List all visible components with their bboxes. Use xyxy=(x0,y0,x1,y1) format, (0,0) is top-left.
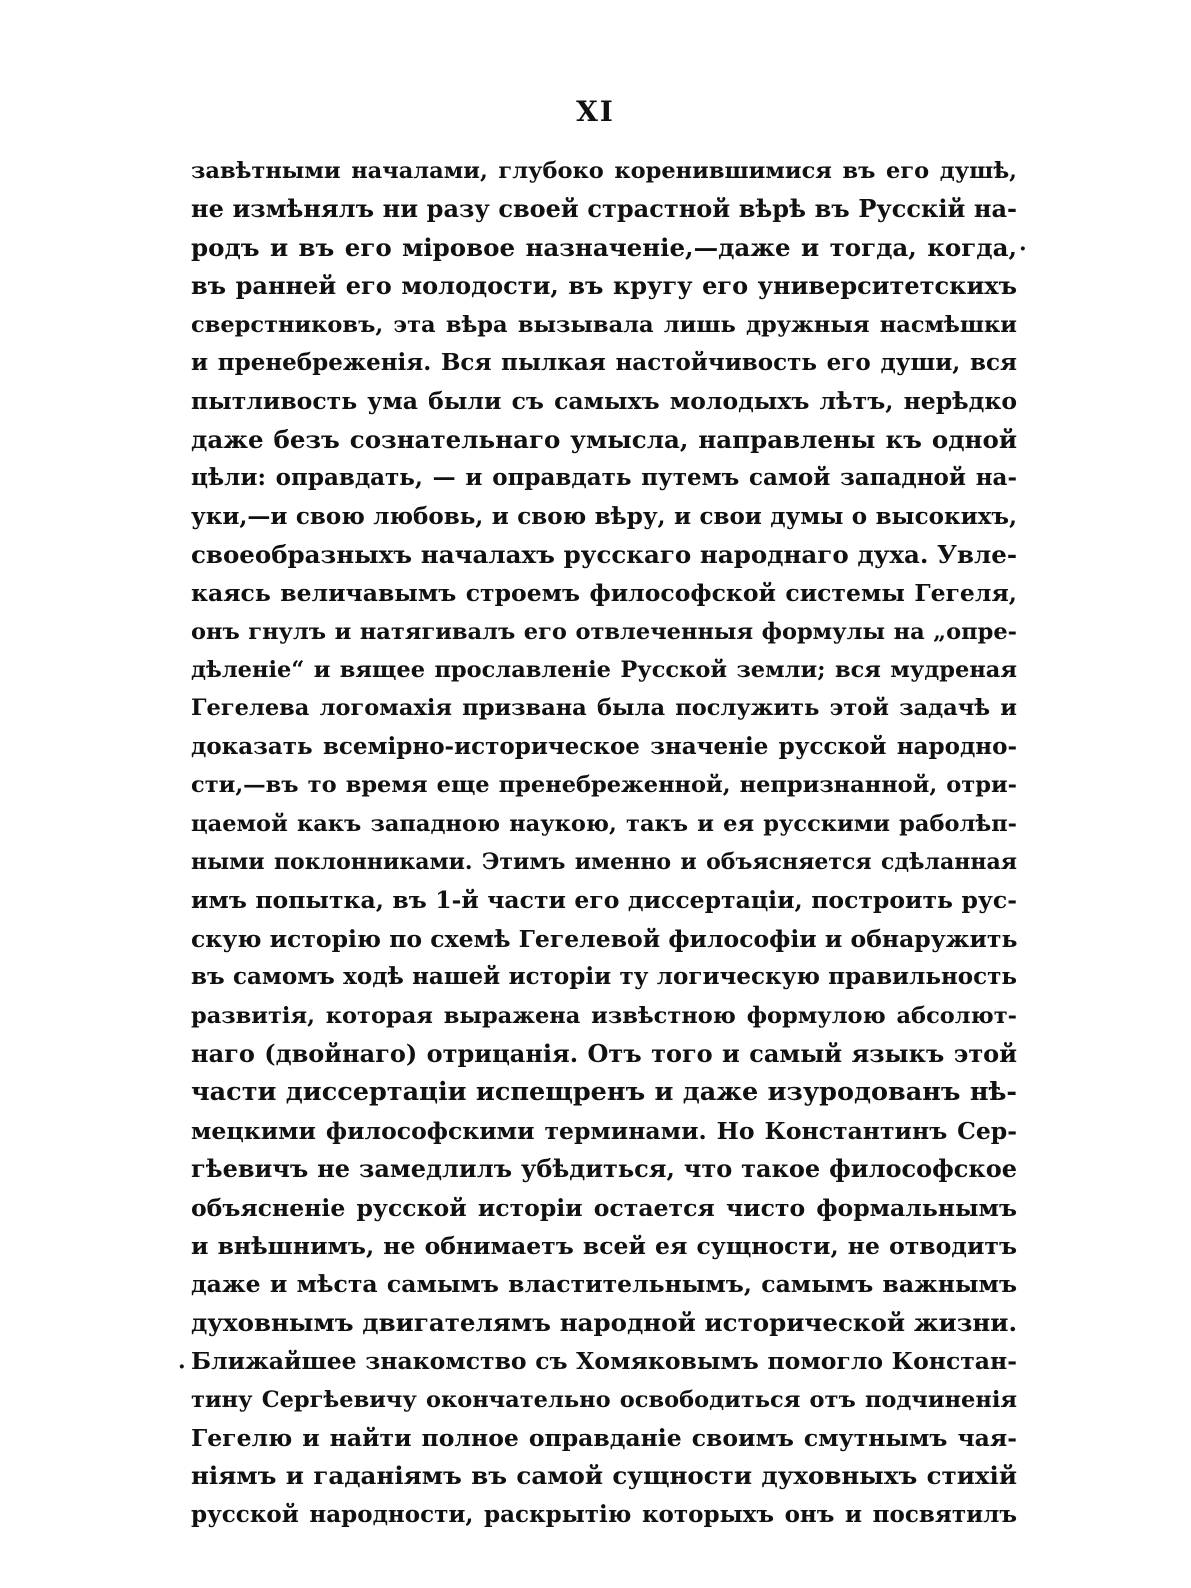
text-line: объясненіе русской исторіи остается чисто формальнымъ xyxy=(191,1193,1017,1222)
text-line: духовнымъ двигателямъ народной исторической жизни. xyxy=(191,1307,1017,1337)
text-line: гѣевичъ не замедлилъ убѣдиться, что такое философское xyxy=(191,1154,1017,1184)
text-line: доказать всемірно-историческое значеніе русской народно- xyxy=(191,732,1017,760)
page-number: XI xyxy=(576,95,615,128)
text-line: онъ гнулъ и натягивалъ его отвлеченныя формулы на „опре- xyxy=(191,618,1017,645)
text-line: и внѣшнимъ, не обнимаетъ всей ея сущности, не отводитъ xyxy=(191,1231,1017,1260)
text-line: имъ попытка, въ 1-й части его диссертаціи, построить рус- xyxy=(191,886,1017,915)
text-line: и пренебреженія. Вся пылкая настойчивость его души, вся xyxy=(191,348,1017,376)
text-line: Ближайшее знакомство съ Хомяковымъ помогло Констан- xyxy=(191,1347,1017,1376)
text-line: сверстниковъ, эта вѣра вызывала лишь дружныя насмѣшки xyxy=(191,311,1017,338)
text-line: не измѣнялъ ни разу своей страстной вѣрѣ въ Русскій на- xyxy=(191,194,1017,224)
text-line: ными поклонниками. Этимъ именно и объясняется сдѣланная xyxy=(191,849,1017,876)
text-line: развитія, которая выражена извѣстною формулою абсолют- xyxy=(191,1002,1017,1029)
text-line: родъ и въ его міровое назначеніе,—даже и тогда, когда, xyxy=(191,232,1017,262)
text-line: Гегелева логомахія призвана была послужить этой задачѣ и xyxy=(191,695,1017,722)
text-line: сти,—въ то время еще пренебреженной, непризнанной, отри- xyxy=(191,772,1017,799)
text-line: каясь величавымъ строемъ философской системы Гегеля, xyxy=(191,579,1017,608)
text-line: тину Сергѣевичу окончательно освободиться отъ подчиненія xyxy=(191,1386,1017,1413)
text-line: въ ранней его молодости, въ кругу его университетскихъ xyxy=(191,271,1017,301)
text-line: мецкими философскими терминами. Но Константинъ Сер- xyxy=(191,1116,1017,1145)
text-line: пытливость ума были съ самыхъ молодыхъ лѣтъ, нерѣдко xyxy=(191,387,1017,416)
text-line: даже и мѣста самымъ властительнымъ, самымъ важнымъ xyxy=(191,1270,1017,1299)
text-line: уки,—и свою любовь, и свою вѣру, и свои думы о высокихъ, xyxy=(191,502,1017,530)
text-line: въ самомъ ходѣ нашей исторіи ту логическую правильность xyxy=(191,963,1017,991)
text-line: русской народности, раскрытію которыхъ онъ и посвятилъ xyxy=(191,1500,1017,1528)
text-line: завѣтными началами, глубоко коренившимися въ его душѣ, xyxy=(191,158,1017,184)
margin-mark-right: · xyxy=(1019,236,1027,262)
text-line: наго (двойнаго) отрицанія. Отъ того и самый языкъ этой xyxy=(191,1038,1017,1068)
text-line: даже безъ сознательнаго умысла, направлены къ одной xyxy=(191,424,1017,454)
text-line: цѣли: оправдать, — и оправдать путемъ самой западной на- xyxy=(191,464,1017,492)
text-line: дѣленіе“ и вящее прославленіе Русской земли; вся мудреная xyxy=(191,657,1017,684)
text-line: ніямъ и гаданіямъ въ самой сущности духовныхъ стихій xyxy=(191,1461,1017,1491)
text-line: части диссертаціи испещренъ и даже изуродованъ нѣ- xyxy=(191,1077,1017,1108)
text-line: скую исторію по схемѣ Гегелевой философіи и обнаружить xyxy=(191,924,1018,953)
text-line: цаемой какъ западною наукою, такъ и ея русскими раболѣп- xyxy=(191,810,1017,837)
body-text xyxy=(191,152,1017,1534)
text-line: Гегелю и найти полное оправданіе своимъ смутнымъ чая- xyxy=(191,1423,1017,1452)
margin-mark-left: · xyxy=(178,1354,186,1380)
text-line: своеобразныхъ началахъ русскаго народнаго духа. Увле- xyxy=(191,539,1017,569)
